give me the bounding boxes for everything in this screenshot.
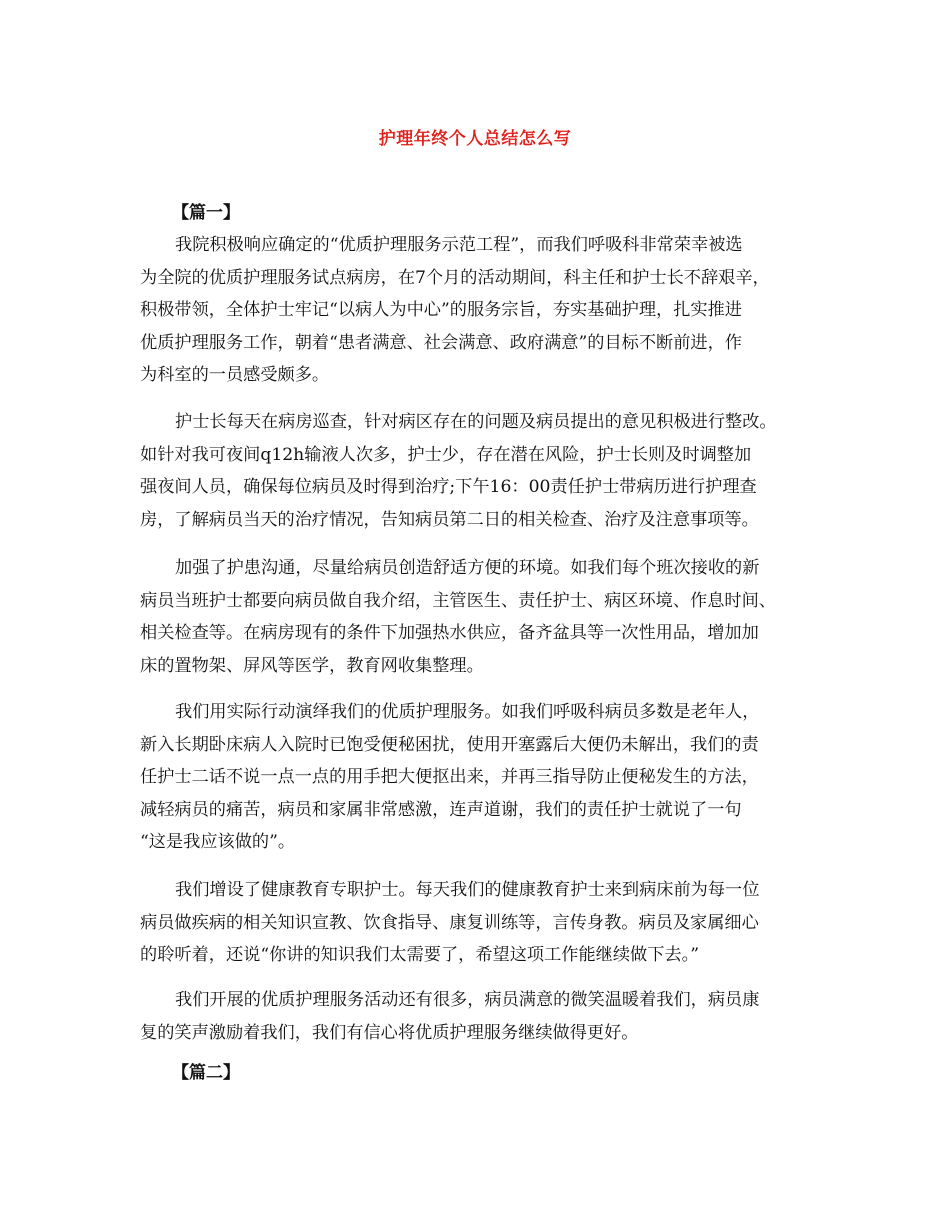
paragraph-line: 床的置物架、屏风等医学，教育网收集整理。 xyxy=(140,655,484,676)
paragraph-line: 强夜间人员，确保每位病员及时得到治疗;下午16：00责任护士带病历进行护理查 xyxy=(140,477,757,497)
paragraph-line: 为全院的优质护理服务试点病房，在7个月的活动期间，科主任和护士长不辞艰辛， xyxy=(140,267,770,288)
paragraph-line: 我们用实际行动演绎我们的优质护理服务。如我们呼吸科病员多数是老年人， xyxy=(175,702,760,722)
paragraph-4 xyxy=(140,696,830,859)
paragraph-line: 房，了解病员当天的治疗情况，告知病员第二日的相关检查、治疗及注意事项等。 xyxy=(140,509,759,530)
section-heading-1: 【篇一】 xyxy=(172,203,240,223)
paragraph-line: 我院积极响应确定的“优质护理服务示范工程”，而我们呼吸科非常荣幸被选 xyxy=(175,235,743,255)
paragraph-line: 任护士二话不说一点一点的用手把大便抠出来，并再三指导防止便秘发生的方法， xyxy=(140,767,759,787)
paragraph-line: 病员做疾病的相关知识宣教、饮食指导、康复训练等，言传身教。病员及家属细心 xyxy=(140,912,759,933)
paragraph-3 xyxy=(140,552,830,682)
paragraph-5 xyxy=(140,874,830,972)
section-heading-2: 【篇二】 xyxy=(172,1063,240,1083)
paragraph-line: 相关检查等。在病房现有的条件下加强热水供应，备齐盆具等一次性用品，增加加 xyxy=(140,623,759,643)
paragraph-6 xyxy=(140,984,830,1049)
paragraph-line: 新入长期卧床病人入院时已饱受便秘困扰，使用开塞露后大便仍未解出，我们的责 xyxy=(140,734,759,755)
paragraph-line: 如针对我可夜间q12h输液人次多，护士少，存在潜在风险，护士长则及时调整加 xyxy=(140,444,752,465)
paragraph-line: 护士长每天在病房巡查，针对病区存在的问题及病员提出的意见积极进行整改。 xyxy=(175,412,777,432)
paragraph-line: 为科室的一员感受颇多。 xyxy=(140,365,330,385)
paragraph-line: 我们开展的优质护理服务活动还有很多，病员满意的微笑温暖着我们，病员康 xyxy=(175,990,760,1010)
paragraph-line: 减轻病员的痛苦，病员和家属非常感激，连声道谢，我们的责任护士就说了一句 xyxy=(140,799,742,820)
paragraph-line: 复的笑声激励着我们，我们有信心将优质护理服务继续做得更好。 xyxy=(140,1022,639,1043)
paragraph-1 xyxy=(140,229,830,392)
paragraph-line: 的聆听着，还说“你讲的知识我们太需要了，希望这项工作能继续做下去。” xyxy=(140,945,699,965)
document-title: 护理年终个人总结怎么写 xyxy=(378,129,572,149)
paragraph-line: “这是我应该做的”。 xyxy=(140,832,296,852)
paragraph-line: 加强了护患沟通，尽量给病员创造舒适方便的环境。如我们每个班次接收的新 xyxy=(175,558,760,578)
paragraph-2 xyxy=(140,406,830,536)
paragraph-line: 优质护理服务工作，朝着“患者满意、社会满意、政府满意”的目标不断前进，作 xyxy=(140,332,742,353)
paragraph-line: 病员当班护士都要向病员做自我介绍，主管医生、责任护士、病区环境、作息时间、 xyxy=(140,590,776,611)
paragraph-line: 积极带领，全体护士牢记“以病人为中心”的服务宗旨，夯实基础护理，扎实推进 xyxy=(140,300,742,320)
paragraph-line: 我们增设了健康教育专职护士。每天我们的健康教育护士来到病床前为每一位 xyxy=(175,880,760,900)
